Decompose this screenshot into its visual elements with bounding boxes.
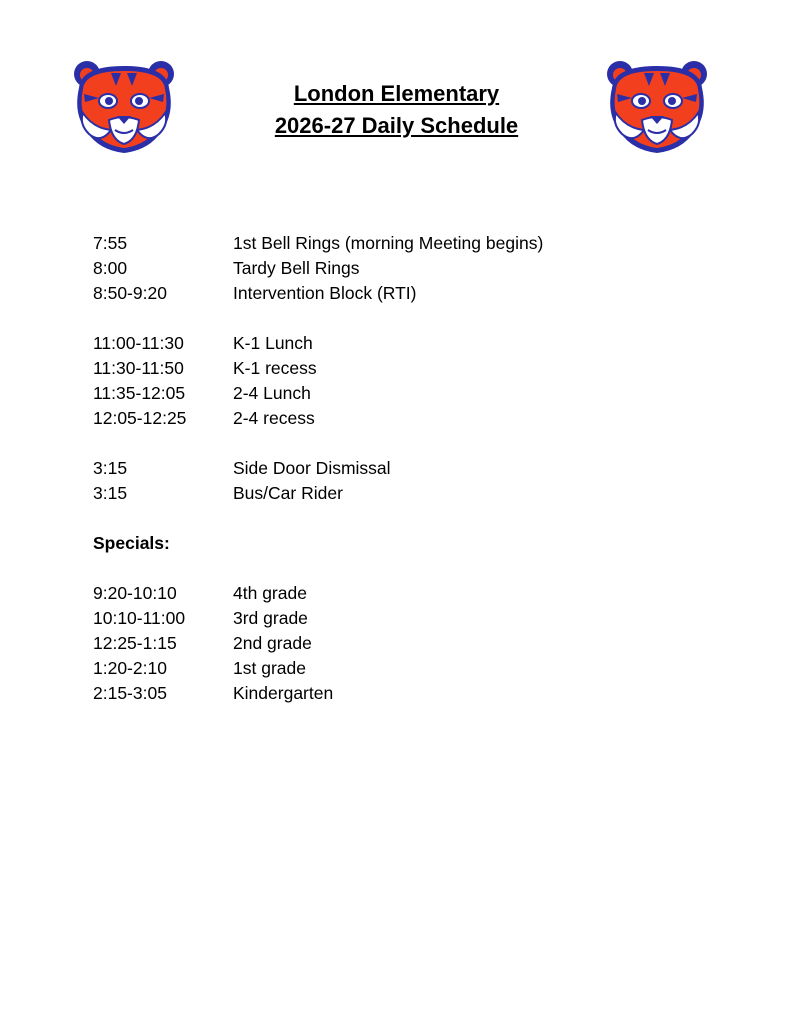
schedule-event: Intervention Block (RTI) xyxy=(233,283,417,303)
specials-time: 12:25-1:15 xyxy=(93,633,177,653)
specials-time: 1:20-2:10 xyxy=(93,658,167,678)
specials-grade: 4th grade xyxy=(233,583,307,603)
schedule-row xyxy=(93,331,713,356)
schedule-event: Side Door Dismissal xyxy=(233,458,391,478)
specials-time: 10:10-11:00 xyxy=(93,608,186,628)
specials-grade: 3rd grade xyxy=(233,608,308,628)
specials-grade: Kindergarten xyxy=(233,683,334,703)
specials-time: 2:15-3:05 xyxy=(93,683,167,703)
specials-row xyxy=(93,656,713,681)
daily-schedule xyxy=(93,231,713,706)
specials-row xyxy=(93,631,713,656)
schedule-time: 12:05-12:25 xyxy=(93,408,187,428)
schedule-time: 11:35-12:05 xyxy=(93,383,186,403)
schedule-event: Tardy Bell Rings xyxy=(233,258,360,278)
specials-time: 9:20-10:10 xyxy=(93,583,177,603)
spacer xyxy=(93,506,713,531)
schedule-event: K-1 Lunch xyxy=(233,333,313,353)
spacer xyxy=(93,556,713,581)
schedule-time: 8:50-9:20 xyxy=(93,283,167,303)
specials-grade: 2nd grade xyxy=(233,633,312,653)
schedule-event: 2-4 recess xyxy=(233,408,315,428)
schedule-title: 2026-27 Daily Schedule xyxy=(274,113,519,138)
schedule-row xyxy=(93,231,713,256)
schedule-row xyxy=(93,381,713,406)
schedule-row xyxy=(93,406,713,431)
school-name: London Elementary xyxy=(293,81,500,106)
specials-row xyxy=(93,581,713,606)
specials-grade: 1st grade xyxy=(233,658,306,678)
specials-row xyxy=(93,606,713,631)
schedule-event: 1st Bell Rings (morning Meeting begins) xyxy=(233,233,544,253)
schedule-event: Bus/Car Rider xyxy=(233,483,343,503)
schedule-event: K-1 recess xyxy=(233,358,317,378)
schedule-time: 11:30-11:50 xyxy=(93,358,184,378)
schedule-time: 3:15 xyxy=(93,458,128,478)
schedule-time: 8:00 xyxy=(93,258,128,278)
specials-row xyxy=(93,681,713,706)
schedule-time: 7:55 xyxy=(93,233,128,253)
schedule-row xyxy=(93,456,713,481)
schedule-time: 3:15 xyxy=(93,483,128,503)
schedule-event: 2-4 Lunch xyxy=(233,383,311,403)
schedule-row xyxy=(93,481,713,506)
schedule-row xyxy=(93,256,713,281)
schedule-row xyxy=(93,281,713,306)
spacer xyxy=(93,431,713,456)
schedule-time: 11:00-11:30 xyxy=(93,333,184,353)
schedule-row xyxy=(93,356,713,381)
document-header xyxy=(0,78,791,142)
spacer xyxy=(93,306,713,331)
specials-heading: Specials: xyxy=(93,533,170,553)
